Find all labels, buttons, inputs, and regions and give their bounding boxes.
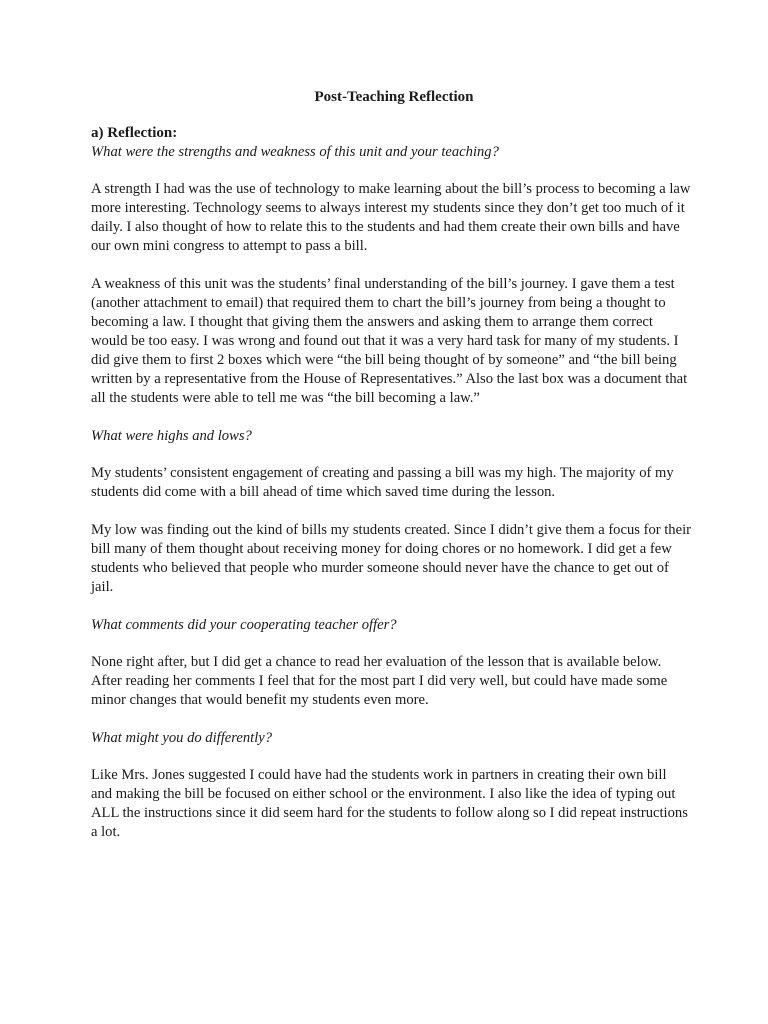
document-title: Post-Teaching Reflection bbox=[314, 89, 474, 105]
document-page bbox=[91, 88, 691, 861]
paragraph-high: My students’ consistent engagement of creating and passing a bill was my high. The majority of my students did come with a bill ahead of time which saved time during the lesson. bbox=[91, 465, 674, 500]
question-do-differently: What might you do differently? bbox=[91, 730, 273, 746]
paragraph-differently: Like Mrs. Jones suggested I could have had the students work in partners in creating their own bill and making the bill be focused on either school or the environment. I also like the idea of typing out ALL the instructions since it did seem hard for the students to follow along so I did repeat instructions a lot. bbox=[91, 767, 688, 840]
question-highs-lows: What were highs and lows? bbox=[91, 428, 252, 444]
paragraph-low: My low was finding out the kind of bills my students created. Since I didn’t give them a focus for their bill many of them thought about receiving money for doing chores or no homework. I did get a few students who believed that people who murder someone should never have the chance to get out of jail. bbox=[91, 522, 691, 595]
section-heading: a) Reflection: bbox=[91, 125, 178, 141]
paragraph-weakness: A weakness of this unit was the students’ final understanding of the bill’s journey. I gave them a test (another attachment to email) that required them to chart the bill’s journey from being a thought to becoming a law. I thought that giving them the answers and asking them to arrange them correct would be too easy. I was wrong and found out that it was a very hard task for many of my students. I did give them to first 2 boxes which were “the bill being thought of by someone” and “the bill being written by a representative from the House of Representatives.” Also the last box was a document that all the students were able to tell me was “the bill becoming a law.” bbox=[91, 276, 688, 406]
paragraph-strength: A strength I had was the use of technology to make learning about the bill’s process to becoming a law more interesting. Technology seems to always interest my students since they don’t get too much of it daily. I also thought of how to relate this to the students and had them create their own bills and have our own mini congress to attempt to pass a bill. bbox=[91, 181, 691, 254]
question-strengths-weaknesses: What were the strengths and weakness of this unit and your teaching? bbox=[91, 144, 499, 160]
question-cooperating-teacher: What comments did your cooperating teacher offer? bbox=[91, 617, 397, 633]
paragraph-teacher-comments: None right after, but I did get a chance to read her evaluation of the lesson that is available below. After reading her comments I feel that for the most part I did very well, but could have made some minor changes that would benefit my students even more. bbox=[91, 654, 668, 708]
